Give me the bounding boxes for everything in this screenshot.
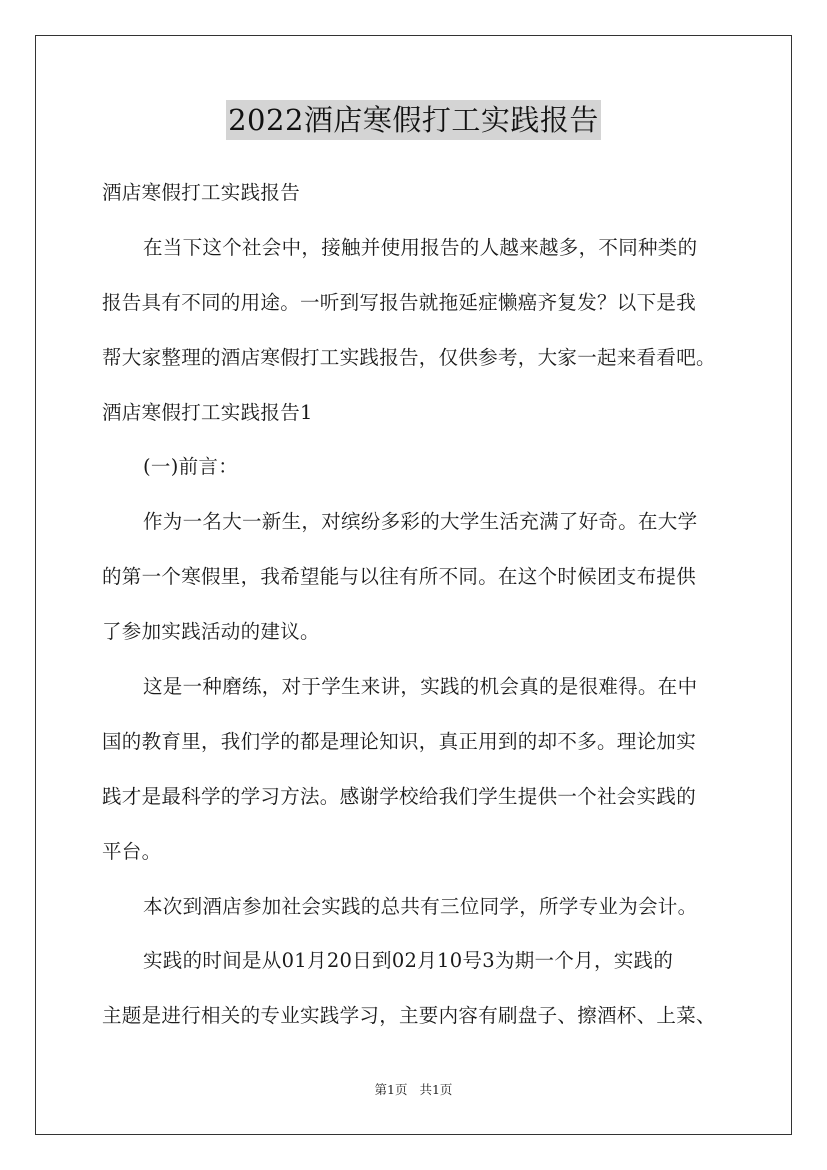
document-title: 2022酒店寒假打工实践报告 bbox=[226, 100, 601, 140]
section-heading: 酒店寒假打工实践报告1 bbox=[102, 400, 313, 424]
paragraph-line: 报告具有不同的用途。一听到写报告就拖延症懒癌齐复发？以下是我 bbox=[102, 290, 697, 314]
page-footer bbox=[0, 1080, 827, 1098]
paragraph-line: 主题是进行相关的专业实践学习，主要内容有刷盘子、擦酒杯、上菜、 bbox=[102, 1004, 716, 1028]
page-total: 共1页 bbox=[419, 1082, 453, 1097]
document-body bbox=[102, 166, 742, 1044]
subtitle-line: 酒店寒假打工实践报告 bbox=[102, 181, 301, 204]
paragraph-line: 这是一种磨练，对于学生来讲，实践的机会真的是很难得。在中 bbox=[143, 675, 698, 699]
paragraph-line: 实践的时间是从01月20日到02月10号3为期一个月，实践的 bbox=[143, 949, 674, 973]
paragraph-line: 作为一名大一新生，对缤纷多彩的大学生活充满了好奇。在大学 bbox=[143, 510, 698, 534]
subsection-heading: (一)前言： bbox=[143, 455, 239, 479]
paragraph-line: 了参加实践活动的建议。 bbox=[102, 620, 320, 644]
paragraph-line: 平台。 bbox=[102, 839, 162, 863]
paragraph-line: 践才是最科学的学习方法。感谢学校给我们学生提供一个社会实践的 bbox=[102, 784, 697, 808]
title-container bbox=[0, 100, 827, 140]
page-number: 第1页 bbox=[374, 1082, 408, 1097]
paragraph-line: 本次到酒店参加社会实践的总共有三位同学，所学专业为会计。 bbox=[143, 894, 698, 918]
paragraph-line: 帮大家整理的酒店寒假打工实践报告，仅供参考，大家一起来看看吧。 bbox=[102, 345, 716, 369]
paragraph-line: 国的教育里，我们学的都是理论知识，真正用到的却不多。理论加实 bbox=[102, 729, 697, 753]
paragraph-line: 在当下这个社会中，接触并使用报告的人越来越多，不同种类的 bbox=[143, 235, 698, 259]
paragraph-line: 的第一个寒假里，我希望能与以往有所不同。在这个时候团支布提供 bbox=[102, 565, 697, 589]
